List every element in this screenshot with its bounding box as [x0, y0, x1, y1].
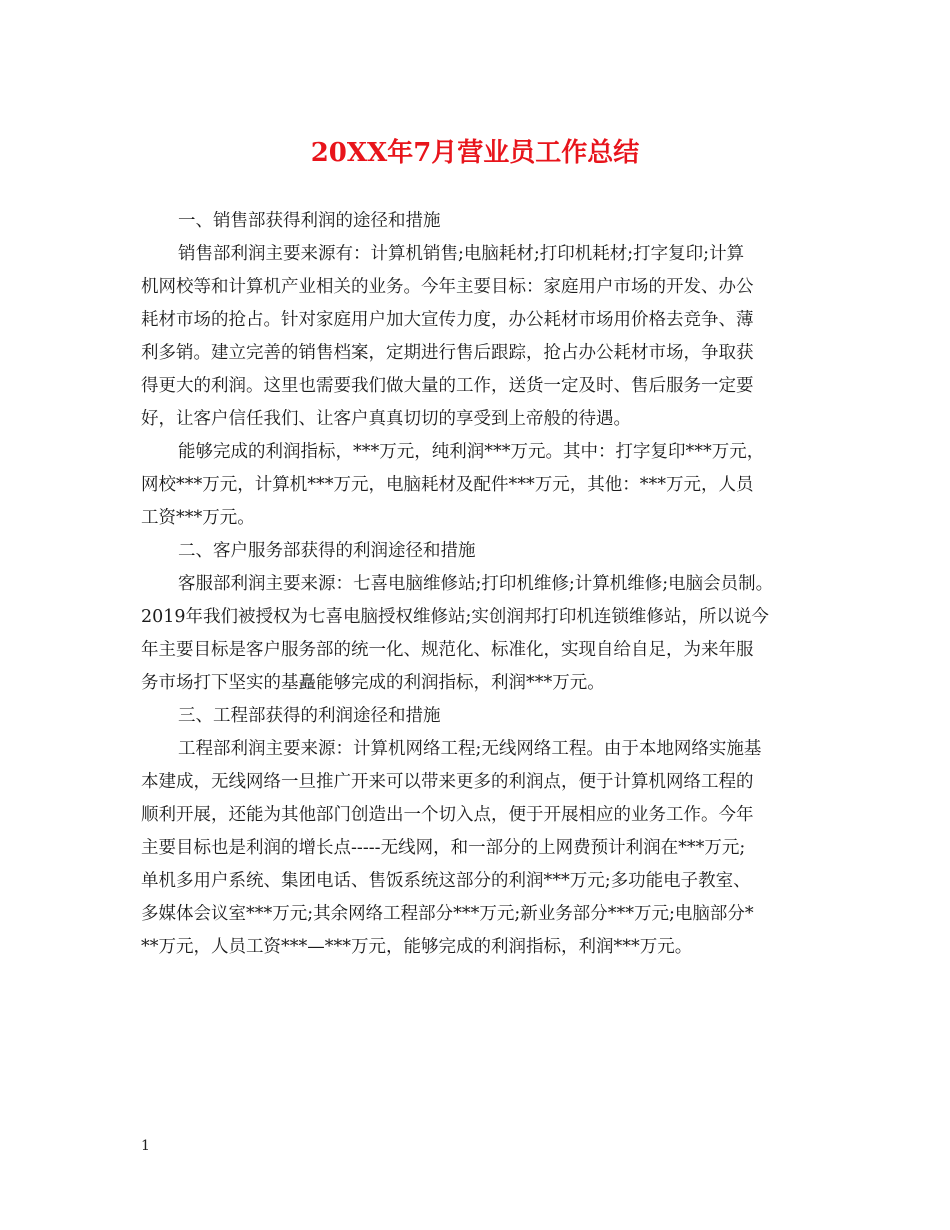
paragraph-line: 单机多用户系统、集团电话、售饭系统这部分的利润***万元;多功能电子教室、: [141, 871, 751, 891]
section-heading-sales: 一、销售部获得利润的途径和措施: [178, 211, 441, 231]
section-heading-engineering: 三、工程部获得的利润途径和措施: [178, 706, 441, 726]
paragraph-line: 工资***万元。: [141, 508, 255, 528]
paragraph-line: 工程部利润主要来源：计算机网络工程;无线网络工程。由于本地网络实施基: [178, 739, 762, 759]
paragraph-line: 年主要目标是客户服务部的统一化、规范化、标准化，实现自给自足，为来年服: [141, 640, 754, 660]
paragraph-line: 利多销。建立完善的销售档案，定期进行售后跟踪，抢占办公耗材市场，争取获: [141, 343, 754, 363]
document-body: [141, 205, 811, 964]
paragraph-line: 好，让客户信任我们、让客户真真切切的享受到上帝般的待遇。: [141, 409, 631, 429]
paragraph-line: 耗材市场的抢占。针对家庭用户加大宣传力度，办公耗材市场用价格去竞争、薄: [141, 310, 754, 330]
paragraph-line: 务市场打下坚实的基矗能够完成的利润指标，利润***万元。: [141, 673, 605, 693]
paragraph-line: 客服部利润主要来源：七喜电脑维修站;打印机维修;计算机维修;电脑会员制。: [178, 574, 774, 594]
document-title: 20XX年7月营业员工作总结: [310, 138, 640, 168]
paragraph-line: 顺利开展，还能为其他部门创造出一个切入点，便于开展相应的业务工作。今年: [141, 805, 754, 825]
paragraph-line: 销售部利润主要来源有：计算机销售;电脑耗材;打印机耗材;打字复印;计算: [178, 244, 745, 264]
paragraph-line: 得更大的利润。这里也需要我们做大量的工作，送货一定及时、售后服务一定要: [141, 376, 754, 396]
paragraph-line: 网校***万元，计算机***万元，电脑耗材及配件***万元，其他：***万元，人员: [141, 475, 754, 495]
page-number: 1: [141, 1138, 150, 1154]
paragraph-line: 机网校等和计算机产业相关的业务。今年主要目标：家庭用户市场的开发、办公: [141, 277, 754, 297]
paragraph-line: **万元，人员工资***—***万元，能够完成的利润指标，利润***万元。: [141, 937, 693, 957]
section-heading-service: 二、客户服务部获得的利润途径和措施: [178, 541, 476, 561]
paragraph-line: 多媒体会议室***万元;其余网络工程部分***万元;新业务部分***万元;电脑部分*: [141, 904, 754, 924]
paragraph-line: 主要目标也是利润的增长点-----无线网，和一部分的上网费预计利润在***万元;: [141, 838, 746, 858]
paragraph-line: 本建成，无线网络一旦推广开来可以带来更多的利润点，便于计算机网络工程的: [141, 772, 754, 792]
paragraph-line: 2019年我们被授权为七喜电脑授权维修站;实创润邦打印机连锁维修站，所以说今: [141, 607, 769, 627]
paragraph-line: 能够完成的利润指标，***万元，纯利润***万元。其中：打字复印***万元，: [178, 442, 765, 462]
